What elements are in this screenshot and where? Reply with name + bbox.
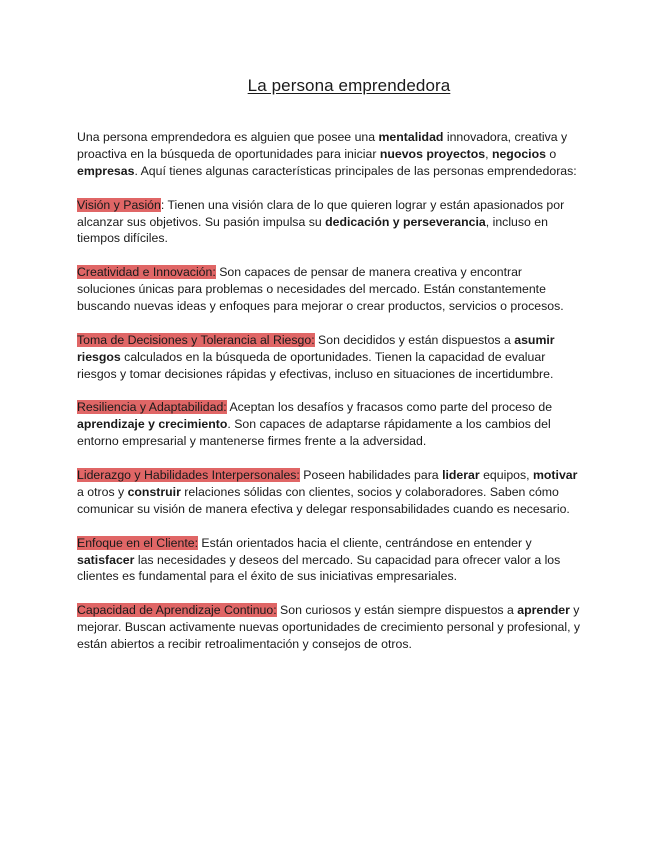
bold-term: mentalidad: [378, 130, 444, 144]
text-run: . Aquí tienes algunas características principales de las personas emprendedoras:: [134, 163, 577, 178]
trait-heading: Liderazgo y Habilidades Interpersonales:: [77, 468, 300, 483]
document-title: La persona emprendedora: [247, 76, 451, 95]
bold-term: aprendizaje y crecimiento: [77, 417, 228, 432]
text-run: Una persona emprendedora es alguien que posee una: [77, 130, 379, 144]
bold-term: liderar: [442, 468, 480, 483]
text-run: Son curiosos y están siempre dispuestos a: [276, 603, 518, 618]
trait-heading: Visión y Pasión: [77, 197, 161, 212]
trait-paragraph: [77, 264, 582, 315]
text-run: o: [545, 146, 557, 161]
text-run: . Son capaces de adaptarse rápidamente a los cambios del entorno empresarial y mantenerse firmes frente a la adversidad.: [77, 417, 551, 449]
trait-paragraph: [77, 399, 582, 450]
text-run: las necesidades y deseos del mercado. Su capacidad para ofrecer valor a los clientes es fundamental para el éxito de sus iniciativas empresariales.: [77, 552, 561, 584]
document-body: [77, 129, 582, 670]
text-run: relaciones sólidas con clientes, socios y colaboradores. Saben cómo comunicar su visión de manera efectiva y delegar responsabilidades cuando es necesario.: [77, 484, 570, 516]
bold-term: aprender: [517, 603, 570, 618]
bold-term: dedicación y perseverancia: [325, 214, 486, 229]
trait-heading: Creatividad e Innovación:: [77, 265, 216, 280]
traits-list: [77, 197, 582, 653]
text-run: calculados en la búsqueda de oportunidades. Tienen la capacidad de evaluar riesgos y tomar decisiones rápidas y efectivas, incluso en situaciones de incertidumbre.: [77, 349, 554, 381]
bold-term: negocios: [491, 146, 546, 161]
intro-paragraph: [77, 129, 582, 180]
trait-paragraph: [77, 535, 582, 586]
trait-heading: Enfoque en el Cliente:: [77, 535, 199, 550]
text-run: Están orientados hacia el cliente, centrándose en entender y: [198, 535, 532, 550]
bold-term: motivar: [532, 468, 578, 483]
text-run: Son capaces de pensar de manera creativa y encontrar soluciones únicas para problemas o necesidades del mercado. Están constantemente buscando nuevas ideas y enfoques para mejorar o crear productos, servicios o procesos.: [77, 265, 564, 314]
text-run: Poseen habilidades para: [299, 468, 443, 483]
bold-term: construir: [127, 484, 181, 499]
bold-term: satisfacer: [77, 552, 135, 567]
text-run: Son decididos y están dispuestos a: [314, 332, 515, 347]
trait-paragraph: [77, 332, 582, 383]
text-run: , incluso en tiempos difíciles.: [77, 214, 548, 246]
bold-term: asumir riesgos: [77, 332, 555, 364]
trait-paragraph: [77, 602, 582, 653]
text-run: Aceptan los desafíos y fracasos como parte del proceso de: [226, 400, 553, 415]
text-run: innovadora, creativa y proactiva en la búsqueda de oportunidades para iniciar: [77, 130, 568, 161]
bold-term: nuevos proyectos: [379, 146, 486, 161]
text-run: a otros y: [77, 484, 128, 499]
text-run: y mejorar. Buscan activamente nuevas oportunidades de crecimiento personal y profesional, y están abiertos a recibir retroalimentación y consejos de otros.: [77, 603, 581, 652]
bold-term: empresas: [77, 163, 135, 178]
trait-heading: Resiliencia y Adaptabilidad:: [77, 400, 227, 415]
text-run: : Tienen una visión clara de lo que quieren lograr y están apasionados por alcanzar sus objetivos. Su pasión impulsa su: [77, 197, 565, 229]
trait-heading: Capacidad de Aprendizaje Continuo:: [77, 603, 277, 618]
text-run: ,: [485, 146, 492, 161]
trait-heading: Toma de Decisiones y Tolerancia al Riesgo:: [77, 332, 315, 347]
trait-paragraph: [77, 197, 582, 248]
trait-paragraph: [77, 467, 582, 518]
text-run: equipos,: [479, 468, 533, 483]
